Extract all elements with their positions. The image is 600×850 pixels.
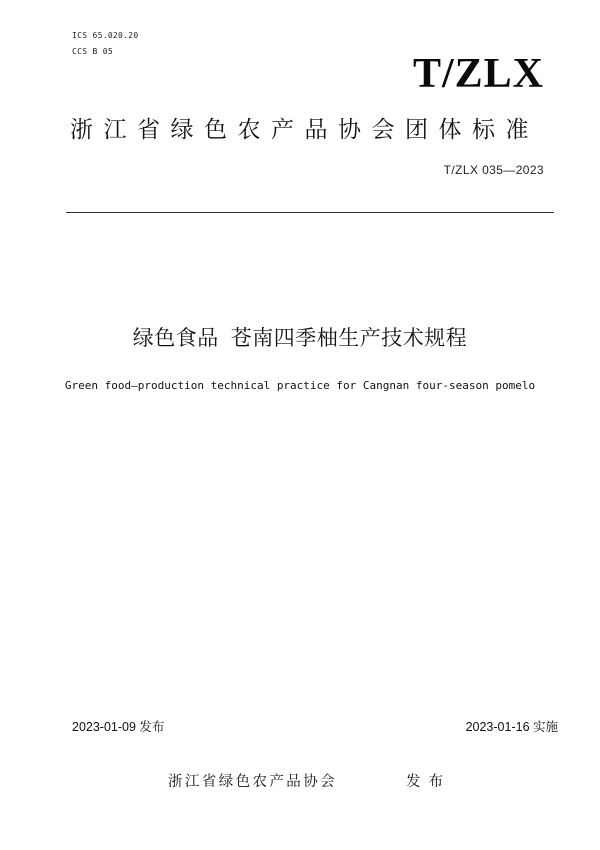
issuing-organization: 浙江省绿色农产品协会 [168,774,337,790]
title-chinese-part2: 苍南四季柚生产技术规程 [230,326,468,350]
document-title-chinese [0,322,600,354]
standard-logo: T/ZLX [412,51,544,97]
header-divider [66,212,554,213]
publish-date: 2023-01-09 发布 [72,720,165,734]
document-title-english: Green food—production technical practice for Cangnan four-season pomelo [64,379,536,392]
implement-date: 2023-01-16 实施 [465,720,558,734]
title-chinese-part1: 绿色食品 [132,326,219,350]
ics-code: ICS 65.020.20 [72,31,139,40]
ccs-code: CCS B 05 [72,47,113,56]
issuing-action: 发布 [406,774,451,790]
standard-number: T/ZLX 035—2023 [443,163,544,177]
organization-standard-heading: 浙江省绿色农产品协会团体标准 [70,117,539,143]
